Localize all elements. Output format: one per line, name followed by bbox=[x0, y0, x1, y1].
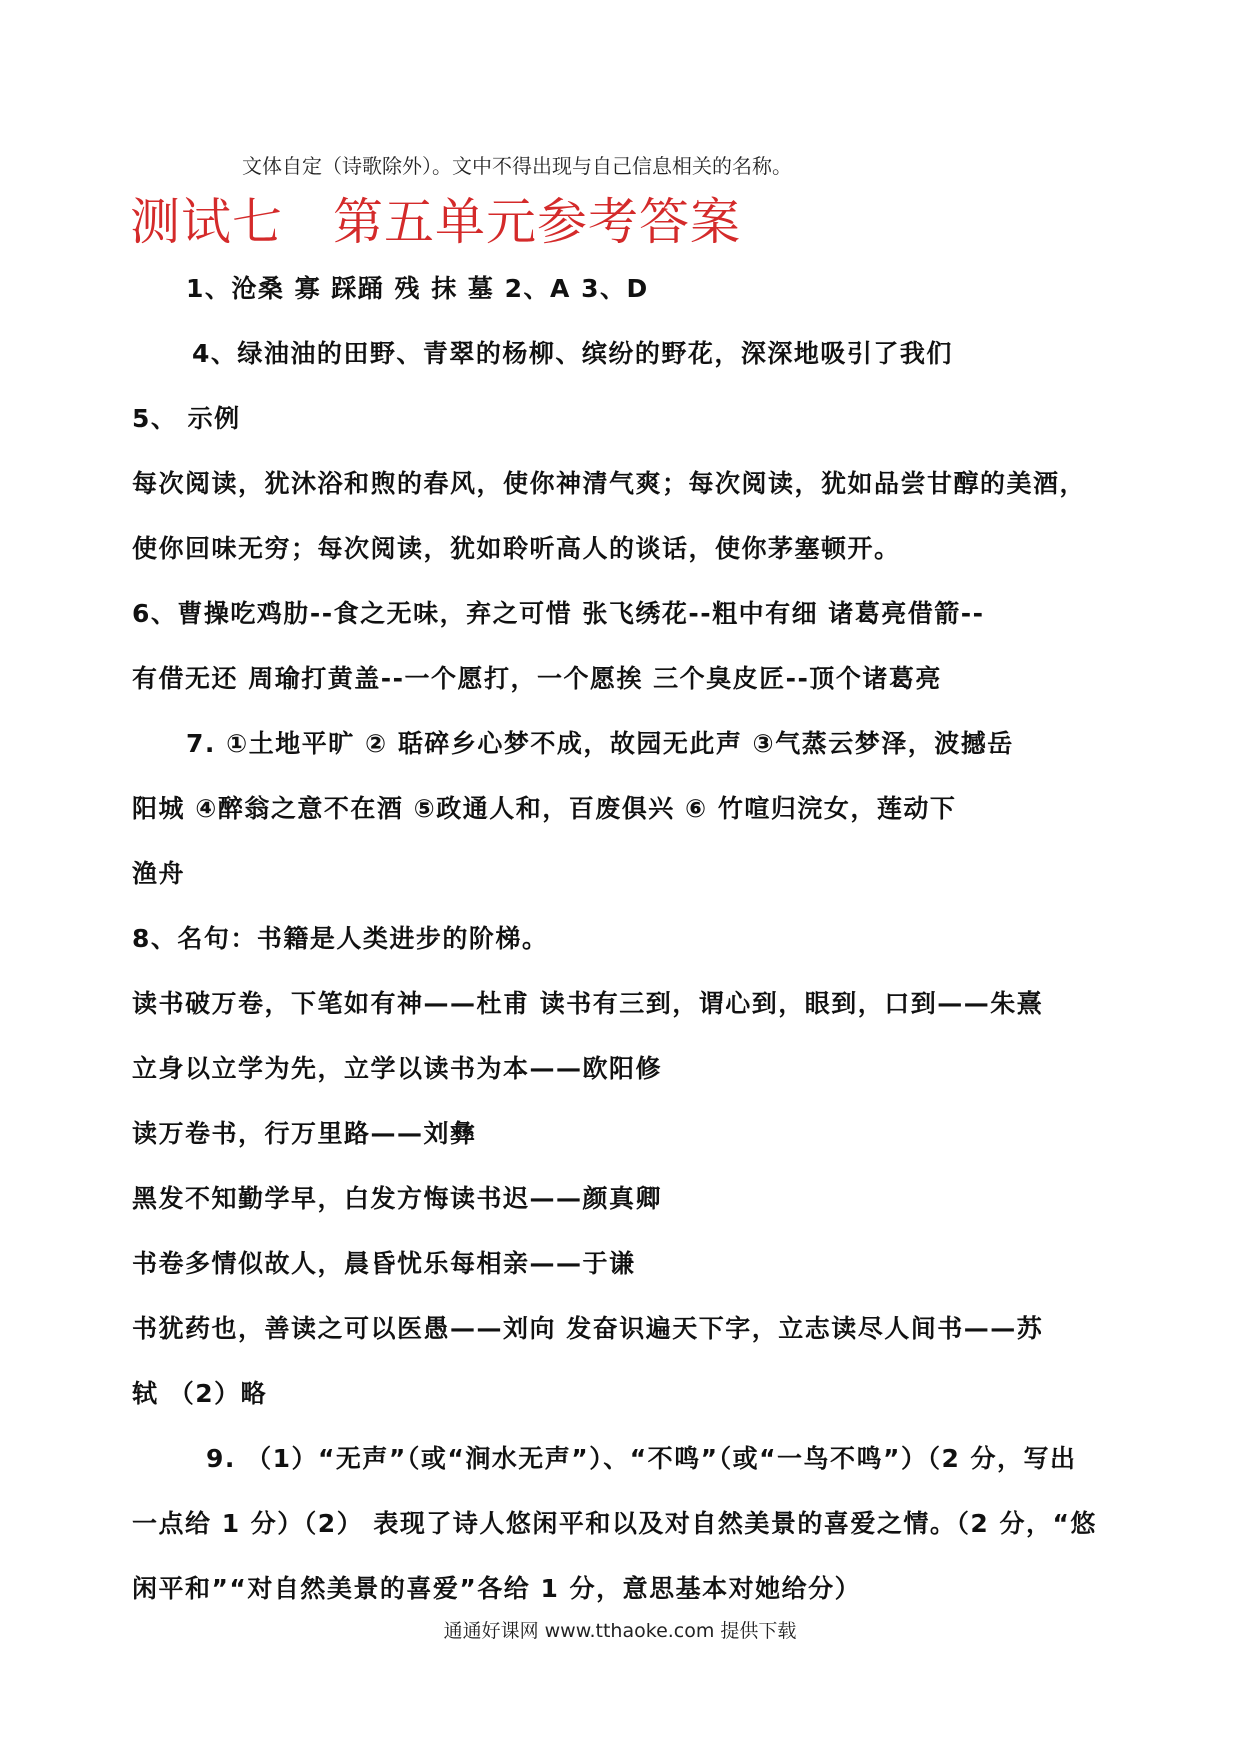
answer-line: 1、沧桑 寡 踩踊 残 抹 墓 2、A 3、D bbox=[186, 274, 649, 303]
answer-line: 有借无还 周瑜打黄盖--一个愿打，一个愿挨 三个臭皮匠--顶个诸葛亮 bbox=[132, 664, 942, 693]
answer-line: 一点给 1 分）（2） 表现了诗人悠闲平和以及对自然美景的喜爱之情。（2 分，“悠 bbox=[132, 1509, 1097, 1538]
answer-line: 4、绿油油的田野、青翠的杨柳、缤纷的野花，深深地吸引了我们 bbox=[192, 339, 953, 368]
header-note: 文体自定（诗歌除外）。文中不得出现与自己信息相关的名称。 bbox=[242, 154, 792, 178]
title-unit-answers: 第五单元参考答案 bbox=[333, 193, 741, 251]
answer-line: 9. （1）“无声”（或“涧水无声”）、“不鸣”（或“一鸟不鸣”）（2 分，写出 bbox=[206, 1444, 1077, 1473]
answer-line: 读书破万卷，下笔如有神——杜甫 读书有三到，谓心到，眼到，口到——朱熹 bbox=[132, 989, 1044, 1018]
answer-line: 书卷多情似故人，晨昏忧乐每相亲——于谦 bbox=[132, 1249, 636, 1278]
answer-line: 读万卷书，行万里路——刘彝 bbox=[132, 1119, 477, 1148]
answer-line: 闲平和”“对自然美景的喜爱”各给 1 分，意思基本对她给分） bbox=[132, 1574, 862, 1603]
answer-line: 书犹药也，善读之可以医愚——刘向 发奋识遍天下字，立志读尽人间书——苏 bbox=[132, 1314, 1044, 1343]
answer-line: 5、 示例 bbox=[132, 404, 241, 433]
answer-line: 阳城 ④醉翁之意不在酒 ⑤政通人和，百废俱兴 ⑥ 竹喧归浣女，莲动下 bbox=[132, 794, 957, 823]
page-footer: 通通好课网 www.tthaoke.com 提供下载 bbox=[443, 1620, 797, 1642]
answer-line: 立身以立学为先，立学以读书为本——欧阳修 bbox=[132, 1054, 663, 1083]
answer-line: 黑发不知勤学早，白发方悔读书迟——颜真卿 bbox=[132, 1184, 663, 1213]
answer-line: 使你回味无穷；每次阅读，犹如聆听高人的谈话，使你茅塞顿开。 bbox=[132, 534, 901, 563]
answer-line: 渔舟 bbox=[132, 859, 186, 888]
page-title bbox=[130, 182, 741, 254]
answer-line: 7. ①土地平旷 ② 聒碎乡心梦不成，故园无此声 ③气蒸云梦泽，波撼岳 bbox=[186, 729, 1014, 758]
title-test-number: 测试七 bbox=[130, 193, 283, 251]
answer-body bbox=[132, 256, 1142, 1621]
answer-line: 轼 （2）略 bbox=[132, 1379, 268, 1408]
answer-line: 8、名句：书籍是人类进步的阶梯。 bbox=[132, 924, 549, 953]
answer-line: 6、曹操吃鸡肋--食之无味，弃之可惜 张飞绣花--粗中有细 诸葛亮借箭-- bbox=[132, 599, 985, 628]
answer-line: 每次阅读，犹沐浴和煦的春风，使你神清气爽；每次阅读，犹如品尝甘醇的美酒， bbox=[132, 469, 1087, 498]
